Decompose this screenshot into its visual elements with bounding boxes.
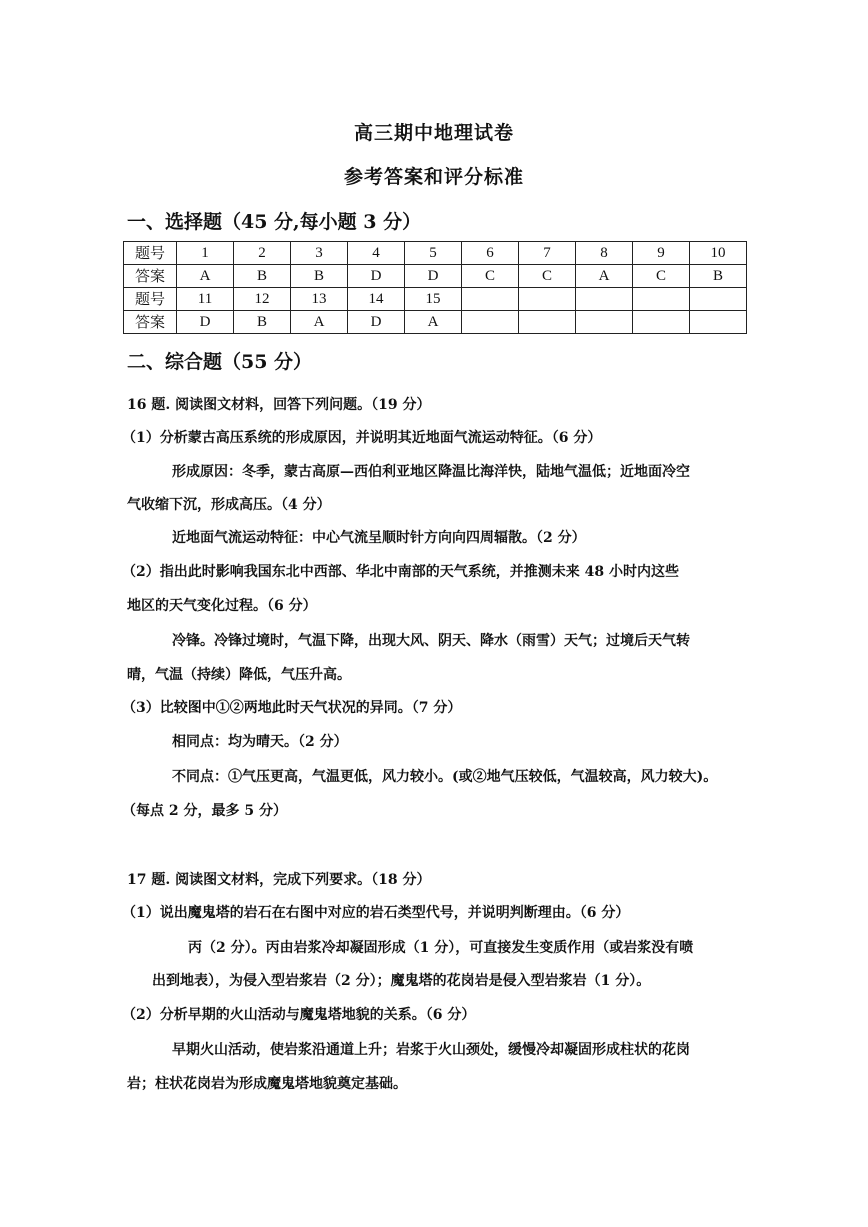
q17-part2-answer: 早期火山活动，使岩浆沿通道上升；岩浆于火山颈处，缓慢冷却凝固形成柱状的花岗: [172, 1042, 690, 1058]
question-number: 15: [405, 288, 462, 311]
answer-cell: B: [690, 265, 747, 288]
row-label: 题号: [124, 242, 177, 265]
answer-cell: A: [405, 311, 462, 334]
table-row: [124, 265, 747, 288]
question-number: 3: [291, 242, 348, 265]
question-number: 10: [690, 242, 747, 265]
empty-cell: [690, 288, 747, 311]
question-number: 13: [291, 288, 348, 311]
question-number: 12: [234, 288, 291, 311]
q16-part2-question: 地区的天气变化过程。（6 分）: [127, 598, 317, 614]
section-heading-choice: 一、选择题（45 分,每小题 3 分）: [127, 211, 422, 233]
q16-part1-answer: 气收缩下沉，形成高压。（4 分）: [127, 497, 331, 513]
question-number: 2: [234, 242, 291, 265]
question-number: 4: [348, 242, 405, 265]
page-title: 高三期中地理试卷: [353, 122, 514, 144]
question-number: 7: [519, 242, 576, 265]
answer-cell: D: [348, 311, 405, 334]
q17-stem: 17 题. 阅读图文材料，完成下列要求。（18 分）: [127, 872, 431, 888]
empty-cell: [462, 288, 519, 311]
answer-cell: D: [177, 311, 234, 334]
table-row: [124, 288, 747, 311]
answer-cell: D: [405, 265, 462, 288]
q16-part3-answer: 相同点：均为晴天。（2 分）: [172, 734, 348, 750]
q16-part1-answer: 形成原因：冬季，蒙古高原—西伯利亚地区降温比海洋快，陆地气温低；近地面冷空: [172, 464, 690, 480]
answer-cell: C: [462, 265, 519, 288]
empty-cell: [519, 288, 576, 311]
answer-cell: C: [633, 265, 690, 288]
answer-cell: D: [348, 265, 405, 288]
answer-table: [123, 241, 747, 334]
q16-part3-question: （3）比较图中①②两地此时天气状况的异同。（7 分）: [122, 700, 462, 716]
answer-cell: A: [576, 265, 633, 288]
answer-cell: A: [291, 311, 348, 334]
table-row: [124, 242, 747, 265]
question-number: 11: [177, 288, 234, 311]
question-number: 1: [177, 242, 234, 265]
answer-cell: A: [177, 265, 234, 288]
empty-cell: [576, 288, 633, 311]
answer-cell: B: [234, 311, 291, 334]
empty-cell: [462, 311, 519, 334]
q17-part1-answer: 出到地表），为侵入型岩浆岩（2 分）；魔鬼塔的花岗岩是侵入型岩浆岩（1 分）。: [152, 973, 651, 989]
empty-cell: [519, 311, 576, 334]
q16-part2-question: （2）指出此时影响我国东北中西部、华北中南部的天气系统，并推测未来 48 小时内这些: [122, 564, 679, 580]
answer-cell: C: [519, 265, 576, 288]
q17-part1-answer: 丙（2 分）。丙由岩浆冷却凝固形成（1 分），可直接发生变质作用（或岩浆没有喷: [188, 940, 694, 956]
row-label: 题号: [124, 288, 177, 311]
q16-part2-answer: 冷锋。冷锋过境时，气温下降，出现大风、阴天、降水（雨雪）天气；过境后天气转: [172, 633, 690, 649]
question-number: 8: [576, 242, 633, 265]
q16-part1-question: （1）分析蒙古高压系统的形成原因，并说明其近地面气流运动特征。（6 分）: [122, 430, 602, 446]
q16-part2-answer: 晴，气温（持续）降低，气压升高。: [127, 667, 351, 683]
q16-part1-answer: 近地面气流运动特征：中心气流呈顺时针方向向四周辐散。（2 分）: [172, 530, 586, 546]
answer-cell: B: [291, 265, 348, 288]
empty-cell: [690, 311, 747, 334]
row-label: 答案: [124, 311, 177, 334]
section-heading-comprehensive: 二、综合题（55 分）: [127, 351, 313, 373]
row-label: 答案: [124, 265, 177, 288]
answer-cell: B: [234, 265, 291, 288]
empty-cell: [633, 311, 690, 334]
page-subtitle: 参考答案和评分标准: [343, 166, 524, 188]
q16-part3-scoring: （每点 2 分，最多 5 分）: [122, 803, 287, 819]
question-number: 5: [405, 242, 462, 265]
q17-part2-question: （2）分析早期的火山活动与魔鬼塔地貌的关系。（6 分）: [122, 1007, 476, 1023]
q16-stem: 16 题. 阅读图文材料，回答下列问题。（19 分）: [127, 397, 431, 413]
q17-part2-answer: 岩；柱状花岗岩为形成魔鬼塔地貌奠定基础。: [127, 1076, 407, 1092]
empty-cell: [633, 288, 690, 311]
question-number: 9: [633, 242, 690, 265]
question-number: 6: [462, 242, 519, 265]
empty-cell: [576, 311, 633, 334]
question-number: 14: [348, 288, 405, 311]
q16-part3-answer: 不同点：①气压更高，气温更低，风力较小。(或②地气压较低，气温较高，风力较大)。: [172, 769, 718, 785]
table-row: [124, 311, 747, 334]
q17-part1-question: （1）说出魔鬼塔的岩石在右图中对应的岩石类型代号，并说明判断理由。（6 分）: [122, 905, 630, 921]
